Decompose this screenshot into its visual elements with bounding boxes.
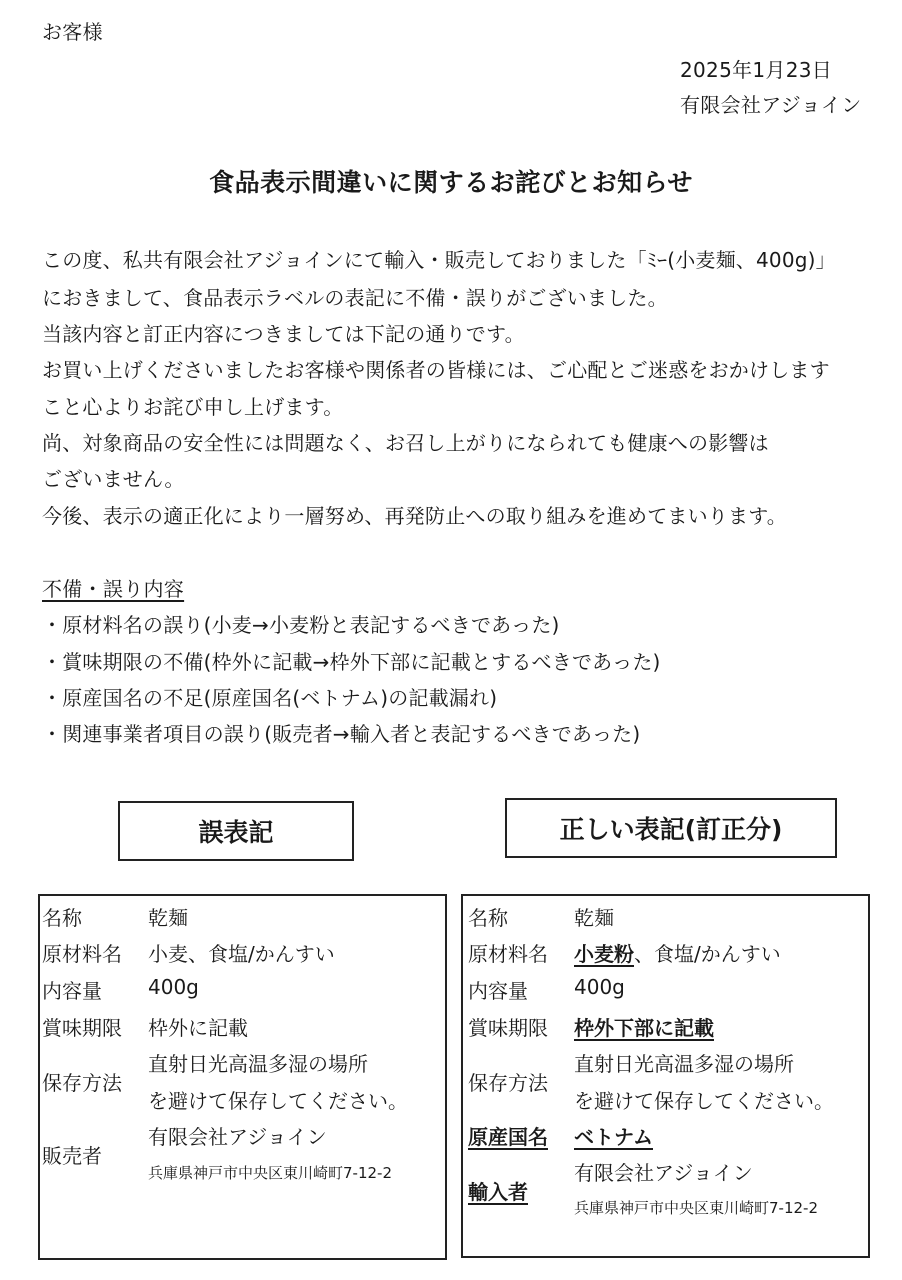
storage-value-line2: を避けて保存してください。 [574, 1089, 834, 1113]
wrong-label-heading-text: 誤表記 [198, 818, 274, 847]
importer-key: 輸入者 [468, 1180, 528, 1204]
error-item: ・関連事業者項目の誤り(販売者→輸入者と表記するべきであった) [42, 722, 641, 746]
notice-title: 食品表示間違いに関するお詫びとお知らせ [209, 168, 693, 197]
body-line: ございません。 [42, 467, 185, 491]
name-value: 乾麺 [148, 906, 188, 930]
content-value: 400g [574, 975, 625, 999]
ingredients-rest: 、食塩/かんすい [634, 942, 781, 966]
correct-label-heading-text: 正しい表記(訂正分) [559, 815, 783, 844]
notice-date: 2025年1月23日 [680, 58, 833, 82]
origin-key: 原産国名 [468, 1125, 548, 1149]
importer-address: 兵庫県神戸市中央区東川崎町7-12-2 [574, 1199, 819, 1217]
storage-key: 保存方法 [468, 1071, 548, 1095]
name-value: 乾麺 [574, 906, 614, 930]
expiry-value: 枠外下部に記載 [574, 1016, 714, 1040]
wrong-label-table [38, 894, 447, 1260]
error-item: ・原産国名の不足(原産国名(ベトナム)の記載漏れ) [42, 686, 498, 710]
issuer-company: 有限会社アジョイン [680, 93, 862, 117]
importer-value: 有限会社アジョイン [574, 1161, 753, 1185]
body-line: この度、私共有限会社アジョインにて輸入・販売しておりました「ﾐｰ(小麦麺、400g)」 [42, 248, 836, 272]
error-item: ・原材料名の誤り(小麦→小麦粉と表記するべきであった) [42, 613, 560, 637]
correct-label-heading [505, 798, 837, 858]
ingredients-key: 原材料名 [42, 942, 122, 966]
storage-value-line1: 直射日光高温多湿の場所 [574, 1052, 794, 1076]
seller-key: 販売者 [42, 1144, 102, 1168]
body-line: お買い上げくださいましたお客様や関係者の皆様には、ご心配とご迷惑をおかけします [42, 358, 830, 382]
expiry-value: 枠外に記載 [148, 1016, 248, 1040]
salutation: お客様 [42, 20, 103, 44]
expiry-key: 賞味期限 [468, 1016, 548, 1040]
body-line: 当該内容と訂正内容につきましては下記の通りです。 [42, 322, 525, 346]
body-line: 尚、対象商品の安全性には問題なく、お召し上がりになられても健康への影響は [42, 431, 769, 455]
expiry-key: 賞味期限 [42, 1016, 122, 1040]
content-key: 内容量 [468, 979, 528, 1003]
wrong-label-heading [118, 801, 354, 861]
ingredients-key: 原材料名 [468, 942, 548, 966]
correct-label-table [461, 894, 870, 1258]
ingredients-corrected: 小麦粉 [574, 942, 634, 966]
name-key: 名称 [468, 906, 508, 930]
ingredients-value: 小麦、食塩/かんすい [148, 942, 335, 966]
content-value: 400g [148, 975, 199, 999]
error-item: ・賞味期限の不備(枠外に記載→枠外下部に記載とするべきであった) [42, 650, 661, 674]
seller-address: 兵庫県神戸市中央区東川崎町7-12-2 [148, 1164, 393, 1182]
content-key: 内容量 [42, 979, 102, 1003]
name-key: 名称 [42, 906, 82, 930]
ingredients-value [574, 938, 781, 967]
storage-value-line1: 直射日光高温多湿の場所 [148, 1052, 368, 1076]
body-line: こと心よりお詫び申し上げます。 [42, 395, 344, 419]
seller-value: 有限会社アジョイン [148, 1125, 327, 1149]
body-line: におきまして、食品表示ラベルの表記に不備・誤りがございました。 [42, 286, 668, 310]
storage-key: 保存方法 [42, 1071, 122, 1095]
body-line: 今後、表示の適正化により一層努め、再発防止への取り組みを進めてまいります。 [42, 504, 787, 528]
origin-value: ベトナム [574, 1125, 653, 1149]
storage-value-line2: を避けて保存してください。 [148, 1089, 408, 1113]
errors-heading: 不備・誤り内容 [42, 577, 185, 601]
